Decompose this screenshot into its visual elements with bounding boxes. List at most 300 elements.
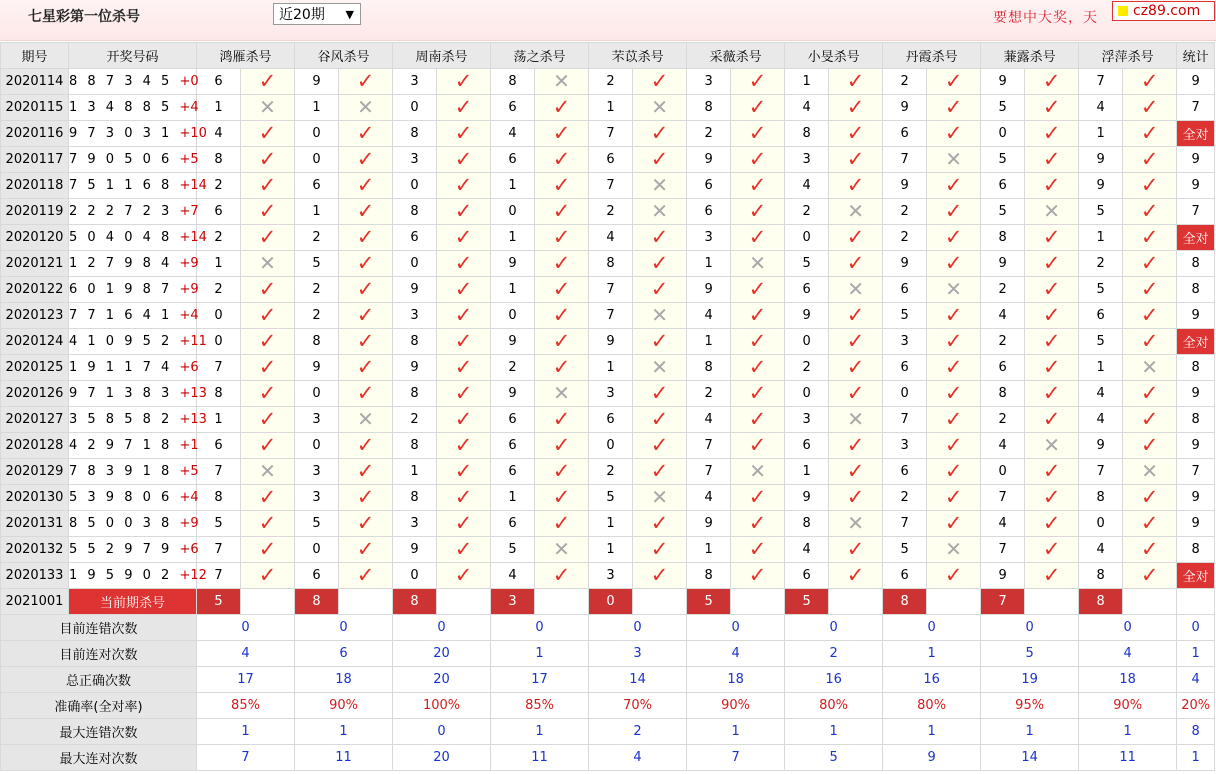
pick-result-cell xyxy=(731,225,785,251)
pick-number: 2 xyxy=(295,277,339,303)
summary-value: 20 xyxy=(393,745,491,771)
pick-result-cell xyxy=(241,511,295,537)
pick-result-cell xyxy=(339,251,393,277)
pick-number: 4 xyxy=(981,303,1025,329)
pick-number: 0 xyxy=(393,563,437,589)
check-icon: ✓ xyxy=(748,355,767,379)
pick-result-cell xyxy=(535,407,589,433)
pick-number: 1 xyxy=(589,355,633,381)
pick-result-cell xyxy=(731,329,785,355)
pick-number: 0 xyxy=(295,121,339,147)
pick-result-cell xyxy=(437,277,491,303)
logo-text: cz89.com xyxy=(1133,3,1201,19)
pick-result-cell xyxy=(1123,563,1177,589)
pick-number: 1 xyxy=(687,329,731,355)
draw-numbers-cell xyxy=(69,407,207,433)
summary-value: 6 xyxy=(295,641,393,667)
draw-sum: +10 xyxy=(179,126,207,141)
check-icon: ✓ xyxy=(748,537,767,561)
period-cell: 2020132 xyxy=(1,537,69,563)
check-icon: ✓ xyxy=(748,329,767,353)
check-icon: ✓ xyxy=(454,303,473,327)
cross-icon: ✕ xyxy=(357,95,374,119)
pick-result-cell xyxy=(829,485,883,511)
draw-sum: +6 xyxy=(179,360,199,375)
pick-result-cell xyxy=(1025,225,1079,251)
check-icon: ✓ xyxy=(944,433,963,457)
period-cell: 2020120 xyxy=(1,225,69,251)
check-icon: ✓ xyxy=(1042,537,1061,561)
draw-numbers: 4 1 0 9 5 2 xyxy=(69,334,173,349)
pick-number: 3 xyxy=(687,225,731,251)
table-header-row xyxy=(1,43,1215,69)
pick-number: 8 xyxy=(393,433,437,459)
pick-number: 4 xyxy=(785,537,829,563)
check-icon: ✓ xyxy=(552,277,571,301)
stat-cell: 8 xyxy=(1177,537,1215,563)
check-icon: ✓ xyxy=(1042,563,1061,587)
pick-number: 1 xyxy=(785,69,829,95)
check-icon: ✓ xyxy=(552,407,571,431)
check-icon: ✓ xyxy=(258,537,277,561)
summary-value: 0 xyxy=(393,615,491,641)
pick-result-cell xyxy=(1025,277,1079,303)
period-cell: 2020131 xyxy=(1,511,69,537)
pick-number: 9 xyxy=(981,251,1025,277)
pick-result-cell xyxy=(535,147,589,173)
check-icon: ✓ xyxy=(1140,433,1159,457)
check-icon: ✓ xyxy=(356,459,375,483)
check-icon: ✓ xyxy=(552,433,571,457)
summary-value: 11 xyxy=(1079,745,1177,771)
pick-result-cell xyxy=(633,537,687,563)
pick-number: 8 xyxy=(393,485,437,511)
check-icon: ✓ xyxy=(258,69,277,93)
check-icon: ✓ xyxy=(258,407,277,431)
pick-number: 0 xyxy=(785,381,829,407)
summary-value: 1 xyxy=(981,719,1079,745)
pick-result-cell xyxy=(731,95,785,121)
check-icon: ✓ xyxy=(356,303,375,327)
check-icon: ✓ xyxy=(258,277,277,301)
pick-result-cell xyxy=(437,511,491,537)
check-icon: ✓ xyxy=(258,225,277,249)
summary-value: 100% xyxy=(393,693,491,719)
table-row xyxy=(1,485,1215,511)
check-icon: ✓ xyxy=(258,329,277,353)
check-icon: ✓ xyxy=(1140,121,1159,145)
empty-cell xyxy=(1123,589,1177,615)
summary-value: 85% xyxy=(491,693,589,719)
check-icon: ✓ xyxy=(1042,147,1061,171)
pick-result-cell xyxy=(731,121,785,147)
period-select[interactable] xyxy=(273,3,361,25)
pick-number: 2 xyxy=(981,277,1025,303)
draw-numbers: 5 3 9 8 0 6 xyxy=(69,490,173,505)
pick-result-cell xyxy=(241,537,295,563)
pick-number: 2 xyxy=(687,121,731,147)
column-header-expert: 丹霞杀号 xyxy=(883,43,981,69)
check-icon: ✓ xyxy=(454,537,473,561)
check-icon: ✓ xyxy=(1042,95,1061,119)
check-icon: ✓ xyxy=(650,225,669,249)
pick-result-cell xyxy=(339,277,393,303)
draw-sum: +13 xyxy=(179,412,207,427)
check-icon: ✓ xyxy=(846,459,865,483)
summary-value: 14 xyxy=(589,667,687,693)
pick-number: 6 xyxy=(981,355,1025,381)
pick-result-cell xyxy=(731,459,785,485)
pick-number: 5 xyxy=(589,485,633,511)
check-icon: ✓ xyxy=(1042,329,1061,353)
check-icon: ✓ xyxy=(356,433,375,457)
pick-number: 1 xyxy=(197,95,241,121)
pick-number: 4 xyxy=(1079,381,1123,407)
summary-value: 18 xyxy=(1079,667,1177,693)
pick-result-cell xyxy=(927,121,981,147)
summary-value: 0 xyxy=(981,615,1079,641)
stat-cell: 全对 xyxy=(1177,225,1215,251)
draw-sum: +1 xyxy=(179,438,199,453)
pick-number: 7 xyxy=(883,407,927,433)
pick-number: 6 xyxy=(883,459,927,485)
table-row xyxy=(1,95,1215,121)
stat-cell: 8 xyxy=(1177,251,1215,277)
pick-number: 8 xyxy=(785,121,829,147)
pick-result-cell xyxy=(437,563,491,589)
pick-result-cell xyxy=(829,433,883,459)
summary-stat: 8 xyxy=(1177,719,1215,745)
pick-number: 5 xyxy=(1079,277,1123,303)
pick-number: 2 xyxy=(589,69,633,95)
empty-cell xyxy=(1025,589,1079,615)
check-icon: ✓ xyxy=(1140,69,1159,93)
pick-number: 6 xyxy=(883,355,927,381)
pick-result-cell xyxy=(437,381,491,407)
cross-icon: ✕ xyxy=(259,459,276,483)
summary-value: 4 xyxy=(589,745,687,771)
stat-cell: 9 xyxy=(1177,147,1215,173)
check-icon: ✓ xyxy=(748,225,767,249)
pick-result-cell xyxy=(731,511,785,537)
summary-value: 85% xyxy=(197,693,295,719)
pick-result-cell xyxy=(829,381,883,407)
empty-cell xyxy=(437,589,491,615)
summary-label: 最大连对次数 xyxy=(1,745,197,771)
pick-number: 8 xyxy=(981,381,1025,407)
check-icon: ✓ xyxy=(552,199,571,223)
current-kill-number: 8 xyxy=(1079,589,1123,615)
check-icon: ✓ xyxy=(944,225,963,249)
pick-number: 4 xyxy=(1079,407,1123,433)
pick-result-cell xyxy=(633,173,687,199)
pick-result-cell xyxy=(633,95,687,121)
pick-number: 6 xyxy=(491,511,535,537)
empty-cell xyxy=(633,589,687,615)
check-icon: ✓ xyxy=(944,407,963,431)
pick-number: 3 xyxy=(393,69,437,95)
check-icon: ✓ xyxy=(454,329,473,353)
check-icon: ✓ xyxy=(650,329,669,353)
kill-number-table xyxy=(0,42,1215,771)
check-icon: ✓ xyxy=(454,199,473,223)
summary-value: 1 xyxy=(197,719,295,745)
cross-icon: ✕ xyxy=(1043,433,1061,457)
summary-value: 14 xyxy=(981,745,1079,771)
logo-square-icon xyxy=(1118,6,1128,16)
table-row xyxy=(1,147,1215,173)
check-icon: ✓ xyxy=(258,199,277,223)
pick-result-cell xyxy=(437,355,491,381)
draw-numbers-cell xyxy=(69,199,197,225)
pick-number: 3 xyxy=(393,303,437,329)
pick-result-cell xyxy=(535,173,589,199)
draw-numbers-cell xyxy=(69,433,197,459)
pick-number: 0 xyxy=(295,381,339,407)
pick-result-cell xyxy=(829,121,883,147)
summary-value: 70% xyxy=(589,693,687,719)
empty-cell xyxy=(535,589,589,615)
pick-result-cell xyxy=(339,173,393,199)
draw-numbers-cell xyxy=(69,303,197,329)
draw-numbers-cell xyxy=(69,225,207,251)
summary-value: 0 xyxy=(883,615,981,641)
pick-result-cell xyxy=(731,147,785,173)
pick-number: 8 xyxy=(687,95,731,121)
pick-result-cell xyxy=(1123,485,1177,511)
pick-result-cell xyxy=(535,121,589,147)
summary-value: 11 xyxy=(491,745,589,771)
check-icon: ✓ xyxy=(258,485,277,509)
check-icon: ✓ xyxy=(944,459,963,483)
current-kill-number: 0 xyxy=(589,589,633,615)
table-row xyxy=(1,303,1215,329)
pick-number: 1 xyxy=(687,251,731,277)
column-header-expert: 荡之杀号 xyxy=(491,43,589,69)
check-icon: ✓ xyxy=(454,485,473,509)
pick-result-cell xyxy=(535,69,589,95)
column-header-period: 期号 xyxy=(1,43,69,69)
pick-result-cell xyxy=(1123,251,1177,277)
pick-number: 7 xyxy=(687,433,731,459)
pick-number: 1 xyxy=(295,199,339,225)
pick-number: 2 xyxy=(883,199,927,225)
pick-number: 9 xyxy=(393,355,437,381)
check-icon: ✓ xyxy=(356,485,375,509)
summary-label: 准确率(全对率) xyxy=(1,693,197,719)
current-kill-label: 当前期杀号 xyxy=(69,589,197,615)
pick-number: 3 xyxy=(295,485,339,511)
check-icon: ✓ xyxy=(454,381,473,405)
site-logo[interactable] xyxy=(1112,1,1215,21)
cross-icon: ✕ xyxy=(651,355,668,379)
pick-result-cell xyxy=(1025,147,1079,173)
column-header-draw: 开奖号码 xyxy=(69,43,197,69)
pick-result-cell xyxy=(535,485,589,511)
pick-number: 4 xyxy=(785,95,829,121)
cross-icon: ✕ xyxy=(651,199,668,223)
check-icon: ✓ xyxy=(454,147,473,171)
pick-result-cell xyxy=(241,121,295,147)
check-icon: ✓ xyxy=(944,511,963,535)
pick-result-cell xyxy=(339,329,393,355)
pick-number: 3 xyxy=(785,147,829,173)
draw-numbers-cell xyxy=(69,277,197,303)
pick-number: 2 xyxy=(197,225,241,251)
pick-number: 2 xyxy=(883,485,927,511)
pick-number: 9 xyxy=(687,511,731,537)
pick-number: 6 xyxy=(295,173,339,199)
pick-result-cell xyxy=(731,173,785,199)
period-cell: 2020130 xyxy=(1,485,69,511)
stat-cell: 7 xyxy=(1177,95,1215,121)
check-icon: ✓ xyxy=(356,69,375,93)
summary-row xyxy=(1,719,1215,745)
pick-number: 6 xyxy=(883,121,927,147)
check-icon: ✓ xyxy=(944,199,963,223)
pick-number: 8 xyxy=(197,147,241,173)
pick-result-cell xyxy=(339,563,393,589)
check-icon: ✓ xyxy=(1042,485,1061,509)
draw-numbers-cell xyxy=(69,329,207,355)
current-kill-number: 8 xyxy=(393,589,437,615)
summary-value: 90% xyxy=(295,693,393,719)
summary-value: 1 xyxy=(491,719,589,745)
check-icon: ✓ xyxy=(356,355,375,379)
pick-number: 4 xyxy=(687,303,731,329)
pick-result-cell xyxy=(241,407,295,433)
pick-number: 5 xyxy=(981,95,1025,121)
pick-number: 2 xyxy=(589,199,633,225)
check-icon: ✓ xyxy=(356,277,375,301)
pick-result-cell xyxy=(437,121,491,147)
pick-result-cell xyxy=(241,303,295,329)
pick-number: 4 xyxy=(197,121,241,147)
pick-result-cell xyxy=(535,225,589,251)
pick-result-cell xyxy=(241,173,295,199)
pick-result-cell xyxy=(339,485,393,511)
check-icon: ✓ xyxy=(944,121,963,145)
draw-numbers-cell xyxy=(69,173,207,199)
pick-result-cell xyxy=(633,485,687,511)
check-icon: ✓ xyxy=(454,277,473,301)
check-icon: ✓ xyxy=(944,303,963,327)
check-icon: ✓ xyxy=(356,381,375,405)
check-icon: ✓ xyxy=(748,433,767,457)
pick-result-cell xyxy=(339,355,393,381)
pick-result-cell xyxy=(437,485,491,511)
check-icon: ✓ xyxy=(748,147,767,171)
pick-number: 2 xyxy=(1079,251,1123,277)
pick-number: 9 xyxy=(883,173,927,199)
pick-number: 1 xyxy=(491,225,535,251)
check-icon: ✓ xyxy=(454,355,473,379)
draw-numbers: 5 0 4 0 4 8 xyxy=(69,230,173,245)
pick-result-cell xyxy=(535,537,589,563)
pick-result-cell xyxy=(535,511,589,537)
pick-number: 6 xyxy=(197,199,241,225)
check-icon: ✓ xyxy=(748,563,767,587)
pick-number: 8 xyxy=(491,69,535,95)
pick-number: 6 xyxy=(1079,303,1123,329)
check-icon: ✓ xyxy=(650,121,669,145)
table-row xyxy=(1,225,1215,251)
pick-result-cell xyxy=(731,69,785,95)
check-icon: ✓ xyxy=(258,173,277,197)
summary-value: 4 xyxy=(1079,641,1177,667)
period-cell: 2020124 xyxy=(1,329,69,355)
summary-value: 90% xyxy=(1079,693,1177,719)
pick-number: 7 xyxy=(197,459,241,485)
period-cell: 2020133 xyxy=(1,563,69,589)
stat-cell: 全对 xyxy=(1177,563,1215,589)
check-icon: ✓ xyxy=(1140,381,1159,405)
pick-number: 2 xyxy=(785,355,829,381)
pick-result-cell xyxy=(1123,173,1177,199)
draw-numbers-cell xyxy=(69,121,207,147)
check-icon: ✓ xyxy=(552,563,571,587)
check-icon: ✓ xyxy=(650,69,669,93)
check-icon: ✓ xyxy=(356,121,375,145)
pick-number: 0 xyxy=(981,121,1025,147)
cross-icon: ✕ xyxy=(553,381,570,405)
check-icon: ✓ xyxy=(748,381,767,405)
pick-number: 6 xyxy=(883,563,927,589)
table-row xyxy=(1,251,1215,277)
summary-label: 总正确次数 xyxy=(1,667,197,693)
pick-number: 9 xyxy=(393,277,437,303)
pick-number: 7 xyxy=(981,485,1025,511)
pick-number: 1 xyxy=(197,407,241,433)
pick-number: 2 xyxy=(687,381,731,407)
pick-result-cell xyxy=(339,303,393,329)
pick-number: 4 xyxy=(1079,537,1123,563)
check-icon: ✓ xyxy=(944,355,963,379)
column-header-expert: 芣苡杀号 xyxy=(589,43,687,69)
draw-numbers: 2 2 2 7 2 3 xyxy=(69,204,173,219)
cross-icon: ✕ xyxy=(259,95,276,119)
pick-result-cell xyxy=(241,199,295,225)
check-icon: ✓ xyxy=(944,173,963,197)
cross-icon: ✕ xyxy=(259,251,276,275)
pick-number: 6 xyxy=(981,173,1025,199)
column-header-expert: 采薇杀号 xyxy=(687,43,785,69)
pick-result-cell xyxy=(633,381,687,407)
check-icon: ✓ xyxy=(552,303,571,327)
draw-numbers-cell xyxy=(69,95,197,121)
check-icon: ✓ xyxy=(258,563,277,587)
pick-result-cell xyxy=(731,381,785,407)
check-icon: ✓ xyxy=(1140,95,1159,119)
pick-number: 8 xyxy=(687,355,731,381)
current-kill-number: 8 xyxy=(295,589,339,615)
pick-result-cell xyxy=(241,433,295,459)
table-row xyxy=(1,381,1215,407)
pick-number: 2 xyxy=(197,277,241,303)
cross-icon: ✕ xyxy=(749,459,766,483)
check-icon: ✓ xyxy=(748,95,767,119)
pick-result-cell xyxy=(731,355,785,381)
pick-result-cell xyxy=(633,69,687,95)
pick-number: 7 xyxy=(197,537,241,563)
check-icon: ✓ xyxy=(1042,303,1061,327)
period-cell: 2020126 xyxy=(1,381,69,407)
check-icon: ✓ xyxy=(454,433,473,457)
pick-result-cell xyxy=(437,225,491,251)
pick-number: 2 xyxy=(295,303,339,329)
pick-result-cell xyxy=(339,459,393,485)
check-icon: ✓ xyxy=(258,303,277,327)
